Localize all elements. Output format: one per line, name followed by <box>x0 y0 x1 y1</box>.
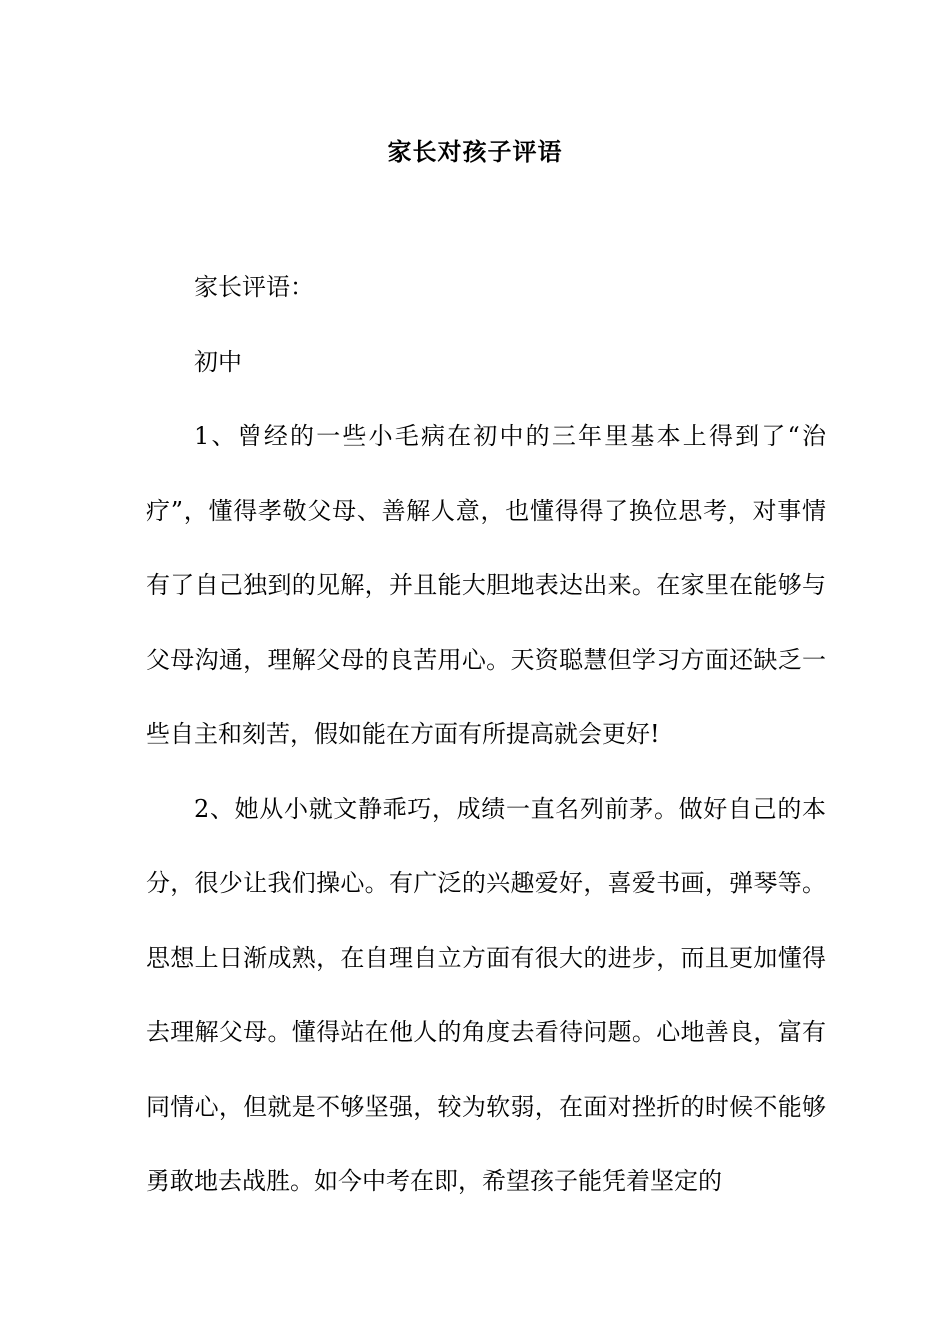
paragraph-comment-1: 1、曾经的一些小毛病在初中的三年里基本上得到了“治疗”，懂得孝敬父母、善解人意，也懂得得了换位思考，对事情有了自己独到的见解，并且能大胆地表达出来。在家里在能够与父母沟通，理解父母的良苦用心。天资聪慧但学习方面还缺乏一些自主和刻苦，假如能在方面有所提高就会更好! <box>146 422 826 748</box>
paragraph-heading-parent-comments: 家长评语： <box>194 273 314 301</box>
paragraph-heading-junior-high: 初中 <box>194 347 242 376</box>
document-title: 家长对孩子评语 <box>387 137 563 166</box>
document-body <box>146 250 826 1219</box>
paragraph-comment-2: 2、她从小就文静乖巧，成绩一直名列前茅。做好自己的本分，很少让我们操心。有广泛的兴趣爱好，喜爱书画，弹琴等。思想上日渐成熟，在自理自立方面有很大的进步，而且更加懂得去理解父母。懂得站在他人的角度去看待问题。心地善良，富有同情心，但就是不够坚强，较为软弱，在面对挫折的时候不能够勇敢地去战胜。如今中考在即，希望孩子能凭着坚定的 <box>146 794 826 1195</box>
